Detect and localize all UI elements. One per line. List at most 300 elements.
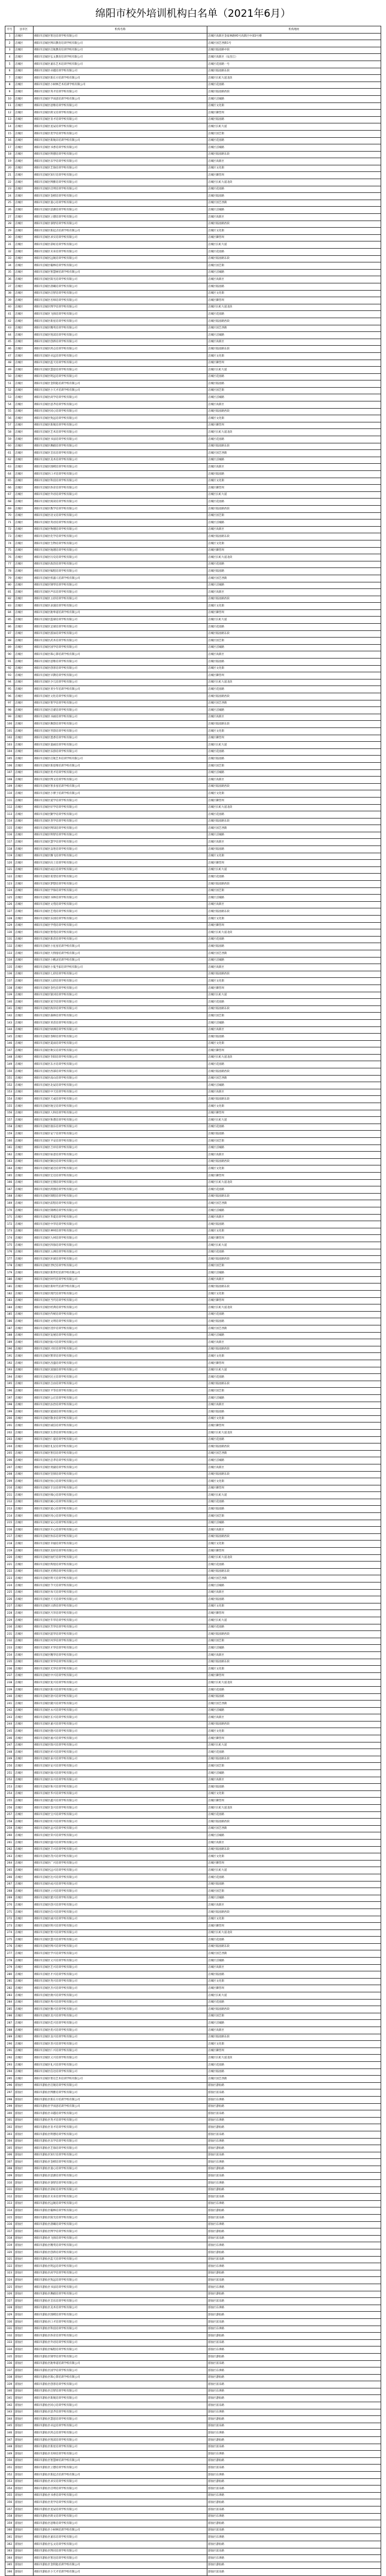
table-row — [5, 1811, 381, 1819]
cell-institution-address: 涪城区园艺西街 — [207, 1075, 381, 1082]
table-row — [5, 1436, 381, 1443]
cell-district: 涪城区 — [14, 491, 34, 499]
cell-institution-address: 涪城区涪城路 — [207, 1958, 381, 1965]
cell-institution-address: 涪城区御营坝 — [207, 110, 381, 117]
cell-index: 285 — [5, 2006, 14, 2013]
cell-institution-address: 游仙区富乐路 — [207, 2110, 381, 2118]
table-row — [5, 290, 381, 297]
cell-institution-name: 绵阳市游仙区童心培训学校有限公司 — [34, 2166, 207, 2173]
cell-institution-name: 绵阳市涪城区乐兴培训学校有限公司 — [34, 1777, 207, 1784]
cell-institution-address: 涪城区长虹大道北段 — [207, 1304, 381, 1312]
cell-district: 游仙区 — [14, 2374, 34, 2381]
cell-institution-name: 绵阳市涪城区学海培训学校有限公司 — [34, 887, 207, 895]
table-row — [5, 360, 381, 367]
cell-institution-name: 绵阳市涪城区新航培训学校有限公司 — [34, 422, 207, 429]
cell-index: 212 — [5, 1499, 14, 1506]
cell-district: 涪城区 — [14, 707, 34, 714]
cell-institution-address: 涪城区长虹大道北段 — [207, 2055, 381, 2062]
cell-index: 318 — [5, 2235, 14, 2242]
cell-institution-name: 绵阳市涪城区祥兴培训学校有限公司 — [34, 1749, 207, 1756]
table-row — [5, 2555, 381, 2562]
cell-index: 140 — [5, 999, 14, 1006]
table-row — [5, 1256, 381, 1263]
cell-index: 156 — [5, 1110, 14, 1117]
cell-institution-name: 绵阳市涪城区中华培训学校有限公司 — [34, 1221, 207, 1228]
cell-institution-address: 涪城区临园路 — [207, 1409, 381, 1416]
cell-institution-name: 绵阳市涪城区慧学培训学校有限公司 — [34, 839, 207, 846]
table-row — [5, 1992, 381, 2000]
cell-index: 177 — [5, 1256, 14, 1263]
cell-institution-name: 绵阳市涪城区艺苑培训学校有限公司 — [34, 908, 207, 916]
cell-institution-name: 绵阳市涪城区文苑培训学校有限公司 — [34, 901, 207, 908]
cell-district: 游仙区 — [14, 2492, 34, 2499]
cell-district: 涪城区 — [14, 1735, 34, 1743]
cell-institution-name: 绵阳市涪城区博识教育培训学校有限公司 — [34, 40, 207, 47]
cell-index: 125 — [5, 895, 14, 902]
cell-index: 294 — [5, 2068, 14, 2076]
table-row — [5, 2534, 381, 2541]
cell-institution-name: 绵阳市游仙区思源培训学校有限公司 — [34, 2173, 207, 2180]
cell-index: 136 — [5, 971, 14, 978]
cell-district: 游仙区 — [14, 2423, 34, 2430]
cell-district: 涪城区 — [14, 922, 34, 929]
cell-institution-name: 绵阳市涪城区成长培训学校有限公司 — [34, 866, 207, 874]
cell-index: 171 — [5, 1214, 14, 1221]
table-row — [5, 2430, 381, 2437]
cell-district: 游仙区 — [14, 2472, 34, 2479]
cell-institution-address: 涪城区临园路 — [207, 1881, 381, 1888]
cell-index: 195 — [5, 1381, 14, 1388]
cell-institution-address: 涪城区文化街 — [207, 415, 381, 422]
cell-district: 涪城区 — [14, 1214, 34, 1221]
cell-index: 28 — [5, 221, 14, 228]
cell-district: 涪城区 — [14, 783, 34, 790]
table-row — [5, 1958, 381, 1965]
cell-index: 312 — [5, 2194, 14, 2201]
table-row — [5, 2055, 381, 2062]
table-row — [5, 811, 381, 819]
cell-index: 227 — [5, 1603, 14, 1610]
cell-institution-name: 绵阳市涪城区恒心培训学校有限公司 — [34, 1478, 207, 1485]
cell-institution-name: 绵阳市涪城区善兴培训学校有限公司 — [34, 2041, 207, 2048]
table-row — [5, 505, 381, 512]
cell-institution-name: 绵阳市涪城区新东方培训学校有限公司 — [34, 75, 207, 82]
cell-index: 346 — [5, 2430, 14, 2437]
cell-index: 39 — [5, 297, 14, 304]
cell-index: 258 — [5, 1819, 14, 1826]
cell-institution-address: 涪城区长虹大道北段 — [207, 304, 381, 311]
cell-index: 350 — [5, 2457, 14, 2465]
cell-district: 涪城区 — [14, 2020, 34, 2027]
table-row — [5, 75, 381, 82]
cell-district: 涪城区 — [14, 276, 34, 283]
cell-institution-name: 绵阳市涪城区耐心培训学校有限公司 — [34, 1499, 207, 1506]
cell-institution-name: 绵阳市游仙区编程培训学校有限公司 — [34, 2347, 207, 2354]
cell-index: 101 — [5, 727, 14, 735]
cell-index: 219 — [5, 1548, 14, 1555]
cell-index: 311 — [5, 2187, 14, 2194]
cell-index: 129 — [5, 922, 14, 929]
cell-district: 涪城区 — [14, 895, 34, 902]
cell-institution-address: 涪城区高新区 — [207, 1276, 381, 1284]
table-row — [5, 1450, 381, 1457]
cell-index: 260 — [5, 1832, 14, 1840]
cell-institution-address: 涪城区文化街 — [207, 1040, 381, 1047]
whitelist-table-container — [5, 26, 381, 2576]
cell-district: 涪城区 — [14, 617, 34, 624]
table-row — [5, 874, 381, 881]
cell-institution-address: 涪城区涪城路 — [207, 269, 381, 276]
cell-institution-name: 绵阳市涪城区诚兴培训学校有限公司 — [34, 1916, 207, 1923]
cell-district: 涪城区 — [14, 325, 34, 332]
table-row — [5, 679, 381, 686]
cell-institution-address: 游仙区游仙路 — [207, 2333, 381, 2340]
cell-district: 涪城区 — [14, 123, 34, 131]
cell-index: 282 — [5, 1985, 14, 1992]
cell-index: 165 — [5, 1172, 14, 1179]
cell-index: 223 — [5, 1575, 14, 1583]
cell-index: 32 — [5, 249, 14, 256]
table-row — [5, 40, 381, 47]
cell-institution-address: 涪城区文化街 — [207, 665, 381, 672]
cell-index: 191 — [5, 1353, 14, 1360]
table-row — [5, 1047, 381, 1055]
cell-institution-name: 绵阳市涪城区腾飞培训学校有限公司 — [34, 853, 207, 860]
cell-district: 涪城区 — [14, 408, 34, 415]
cell-district: 涪城区 — [14, 1916, 34, 1923]
table-row — [5, 2041, 381, 2048]
cell-district: 涪城区 — [14, 1297, 34, 1304]
cell-institution-name: 绵阳市涪城区思齐培训学校有限公司 — [34, 401, 207, 409]
cell-district: 涪城区 — [14, 1583, 34, 1590]
cell-institution-name: 绵阳市涪城区荣华培训学校有限公司 — [34, 1659, 207, 1666]
cell-institution-address: 涪城区涪城路 — [207, 1645, 381, 1652]
cell-district: 涪城区 — [14, 436, 34, 443]
cell-district: 涪城区 — [14, 499, 34, 506]
cell-institution-address: 涪城区临园路 — [207, 380, 381, 388]
table-row — [5, 1172, 381, 1179]
cell-index: 347 — [5, 2437, 14, 2444]
cell-district: 涪城区 — [14, 2006, 34, 2013]
table-row — [5, 450, 381, 457]
cell-index: 244 — [5, 1721, 14, 1728]
cell-institution-address: 涪城区临园路 — [207, 756, 381, 763]
cell-index: 169 — [5, 1200, 14, 1207]
table-row — [5, 1152, 381, 1159]
cell-institution-address: 涪城区花园路 — [207, 1061, 381, 1068]
cell-index: 22 — [5, 179, 14, 186]
cell-institution-address: 涪城区园艺街 — [207, 1138, 381, 1145]
cell-district: 涪城区 — [14, 1207, 34, 1214]
cell-institution-name: 绵阳市涪城区礼仪培训学校有限公司 — [34, 1443, 207, 1451]
cell-index: 192 — [5, 1360, 14, 1367]
cell-index: 217 — [5, 1533, 14, 1541]
cell-institution-address: 涪城区花园路 — [207, 561, 381, 568]
cell-institution-address: 涪城区高新区 — [207, 1089, 381, 1096]
cell-institution-name: 绵阳市涪城区如意培训学校有限公司 — [34, 1152, 207, 1159]
cell-institution-name: 绵阳市涪城区用心培训学校有限公司 — [34, 1513, 207, 1520]
cell-institution-name: 绵阳市涪城区人和培训学校有限公司 — [34, 1110, 207, 1117]
cell-district: 涪城区 — [14, 1832, 34, 1840]
table-row — [5, 916, 381, 923]
cell-index: 3 — [5, 47, 14, 54]
cell-institution-name: 绵阳市游仙区明远培训学校有限公司 — [34, 2263, 207, 2270]
cell-index: 26 — [5, 207, 14, 214]
table-row — [5, 2360, 381, 2367]
table-row — [5, 1937, 381, 1944]
table-row — [5, 241, 381, 249]
cell-institution-name: 绵阳市游仙区小树林培训学校有限公司 — [34, 2527, 207, 2534]
cell-institution-address: 涪城区文化街 — [207, 1666, 381, 1673]
table-row — [5, 1583, 381, 1590]
cell-district: 涪城区 — [14, 1805, 34, 1812]
cell-institution-name: 绵阳市游仙区乐学培训学校有限公司 — [34, 2138, 207, 2145]
cell-institution-address: 涪城区高新区 — [207, 1714, 381, 1722]
cell-institution-name: 绵阳市涪城区主持培训学校有限公司 — [34, 596, 207, 603]
cell-institution-name: 绵阳市涪城区智多星培训学校有限公司 — [34, 783, 207, 790]
cell-institution-address: 涪城区临园路西段 — [207, 783, 381, 790]
cell-district: 涪城区 — [14, 769, 34, 777]
cell-index: 19 — [5, 158, 14, 165]
cell-institution-address: 涪城区御营坝 — [207, 1923, 381, 1930]
table-row — [5, 1651, 381, 1659]
cell-institution-name: 绵阳市游仙区思维培训学校有限公司 — [34, 2520, 207, 2527]
cell-institution-address: 涪城区长虹大道 — [207, 1117, 381, 1124]
cell-institution-name: 绵阳市涪城区致远培训学校有限公司 — [34, 415, 207, 422]
cell-institution-address: 游仙区东津路 — [207, 2534, 381, 2541]
cell-district: 涪城区 — [14, 1527, 34, 1534]
cell-district: 涪城区 — [14, 95, 34, 102]
cell-institution-name: 绵阳市涪城区月异培训学校有限公司 — [34, 1610, 207, 1617]
cell-district: 游仙区 — [14, 2277, 34, 2284]
cell-district: 涪城区 — [14, 207, 34, 214]
cell-institution-name: 绵阳市涪城区声乐培训学校有限公司 — [34, 589, 207, 596]
cell-district: 涪城区 — [14, 1054, 34, 1061]
cell-index: 189 — [5, 1339, 14, 1346]
cell-index: 149 — [5, 1061, 14, 1068]
cell-district: 游仙区 — [14, 2416, 34, 2423]
cell-district: 涪城区 — [14, 311, 34, 318]
cell-index: 309 — [5, 2173, 14, 2180]
table-row — [5, 255, 381, 262]
cell-district: 涪城区 — [14, 110, 34, 117]
cell-institution-name: 绵阳市涪城区武术培训学校有限公司 — [34, 638, 207, 645]
cell-institution-address: 涪城区长虹大道北段 — [207, 179, 381, 186]
cell-institution-name: 绵阳市游仙区启智培训学校有限公司 — [34, 2388, 207, 2395]
cell-institution-name: 绵阳市涪城区小树林艺术培训学校有限公司 — [34, 81, 207, 89]
cell-institution-name: 绵阳市涪城区夏雨培训学校有限公司 — [34, 1040, 207, 1047]
cell-district: 涪城区 — [14, 1117, 34, 1124]
cell-district: 游仙区 — [14, 2242, 34, 2249]
table-row — [5, 2152, 381, 2159]
cell-institution-address: 游仙区东津路 — [207, 2242, 381, 2249]
cell-district: 涪城区 — [14, 234, 34, 241]
table-row — [5, 1798, 381, 1805]
table-row — [5, 2318, 381, 2326]
cell-district: 涪城区 — [14, 1964, 34, 1971]
cell-district: 游仙区 — [14, 2333, 34, 2340]
cell-institution-address: 涪城区花园路 — [207, 1562, 381, 1569]
cell-institution-name: 绵阳市游仙区音乐培训学校有限公司 — [34, 2298, 207, 2305]
cell-institution-name: 绵阳市涪城区信达培训学校有限公司 — [34, 2068, 207, 2076]
cell-institution-name: 绵阳市涪城区艺兴培训学校有限公司 — [34, 1964, 207, 1971]
cell-district: 涪城区 — [14, 1950, 34, 1958]
cell-institution-address: 涪城区花园路 — [207, 137, 381, 144]
cell-institution-address: 涪城区御营坝 — [207, 485, 381, 492]
table-row — [5, 249, 381, 256]
cell-institution-address: 涪城区临园路东段 — [207, 2034, 381, 2041]
cell-index: 308 — [5, 2166, 14, 2173]
cell-institution-address: 涪城区临园路东段 — [207, 1471, 381, 1478]
cell-institution-name: 绵阳市涪城区小鬼当家培训学校有限公司 — [34, 964, 207, 971]
cell-index: 145 — [5, 1034, 14, 1041]
cell-institution-name: 绵阳市涪城区跆拳道培训学校有限公司 — [34, 609, 207, 617]
cell-institution-address: 涪城区花园路 — [207, 1499, 381, 1506]
cell-institution-address: 涪城区文化街 — [207, 1228, 381, 1235]
cell-institution-name: 绵阳市涪城区历史培训学校有限公司 — [34, 554, 207, 561]
cell-institution-address: 涪城区临园路 — [207, 1693, 381, 1701]
cell-institution-address: 涪城区文化街 — [207, 290, 381, 297]
cell-institution-address: 涪城区长虹大道 — [207, 866, 381, 874]
table-row — [5, 1158, 381, 1165]
cell-district: 游仙区 — [14, 2409, 34, 2416]
cell-institution-name: 绵阳市涪城区童心培训学校有限公司 — [34, 200, 207, 207]
cell-district: 涪城区 — [14, 1790, 34, 1798]
cell-index: 249 — [5, 1756, 14, 1763]
cell-institution-address: 涪城区临园路西段 — [207, 1721, 381, 1728]
cell-index: 57 — [5, 422, 14, 429]
cell-district: 涪城区 — [14, 172, 34, 179]
cell-institution-address: 涪城区文化街 — [207, 978, 381, 985]
table-row — [5, 1026, 381, 1034]
cell-district: 涪城区 — [14, 1311, 34, 1318]
cell-institution-name: 绵阳市涪城区外语培训学校有限公司 — [34, 491, 207, 499]
cell-institution-name: 绵阳市涪城区精华培训学校有限公司 — [34, 1651, 207, 1659]
cell-district: 涪城区 — [14, 1985, 34, 1992]
cell-index: 245 — [5, 1728, 14, 1735]
cell-district: 涪城区 — [14, 540, 34, 547]
cell-index: 38 — [5, 290, 14, 297]
cell-district: 游仙区 — [14, 2381, 34, 2388]
cell-index: 234 — [5, 1651, 14, 1659]
table-row — [5, 499, 381, 506]
cell-institution-name: 绵阳市游仙区卓越培训学校有限公司 — [34, 2110, 207, 2118]
cell-index: 13 — [5, 116, 14, 123]
cell-institution-name: 绵阳市涪城区五洲培训学校有限公司 — [34, 1249, 207, 1256]
table-row — [5, 2569, 381, 2576]
cell-index: 110 — [5, 790, 14, 798]
cell-district: 涪城区 — [14, 1728, 34, 1735]
cell-district: 涪城区 — [14, 721, 34, 728]
cell-institution-address: 涪城区高新区 — [207, 1402, 381, 1409]
cell-institution-name: 绵阳市涪城区成兴培训学校有限公司 — [34, 1881, 207, 1888]
table-row — [5, 1520, 381, 1527]
cell-index: 339 — [5, 2381, 14, 2388]
cell-institution-address: 涪城区花园路 — [207, 1374, 381, 1381]
cell-index: 24 — [5, 193, 14, 200]
cell-index: 70 — [5, 512, 14, 520]
cell-district: 游仙区 — [14, 2465, 34, 2472]
cell-index: 314 — [5, 2207, 14, 2215]
cell-institution-name: 绵阳市涪城区才华培训学校有限公司 — [34, 1645, 207, 1652]
cell-district: 涪城区 — [14, 735, 34, 742]
cell-index: 111 — [5, 797, 14, 804]
cell-institution-address: 涪城区临园路东段 — [207, 1756, 381, 1763]
table-row — [5, 526, 381, 533]
cell-institution-name: 绵阳市涪城区小天才培训学校有限公司 — [34, 387, 207, 394]
cell-institution-name: 绵阳市涪城区银河培训学校有限公司 — [34, 992, 207, 999]
cell-institution-name: 绵阳市游仙区明德培训学校有限公司 — [34, 2131, 207, 2138]
cell-district: 游仙区 — [14, 2353, 34, 2360]
cell-index: 286 — [5, 2013, 14, 2020]
cell-index: 305 — [5, 2145, 14, 2152]
cell-district: 涪城区 — [14, 1436, 34, 1443]
cell-district: 涪城区 — [14, 1165, 34, 1173]
cell-institution-address: 涪城区涪城路 — [207, 1583, 381, 1590]
cell-institution-address: 游仙区富乐路 — [207, 2506, 381, 2513]
cell-institution-name: 绵阳市涪城区启明培训学校有限公司 — [34, 186, 207, 193]
cell-district: 涪城区 — [14, 575, 34, 582]
cell-index: 209 — [5, 1478, 14, 1485]
cell-institution-name: 绵阳市涪城区小星星培训学校有限公司 — [34, 943, 207, 950]
cell-district: 游仙区 — [14, 2402, 34, 2409]
cell-district: 涪城区 — [14, 1853, 34, 1861]
cell-institution-address: 涪城区长虹大道北段 — [207, 1054, 381, 1061]
cell-institution-name: 绵阳市涪城区彩虹培训学校有限公司 — [34, 241, 207, 249]
cell-district: 涪城区 — [14, 505, 34, 512]
table-row — [5, 1291, 381, 1298]
cell-district: 涪城区 — [14, 714, 34, 721]
cell-institution-name: 绵阳市游仙区睿智培训学校有限公司 — [34, 2180, 207, 2187]
cell-institution-name: 绵阳市涪城区新星培训学校有限公司 — [34, 318, 207, 325]
table-row — [5, 1075, 381, 1082]
cell-institution-address: 游仙区游仙路 — [207, 2082, 381, 2089]
table-row — [5, 116, 381, 123]
cell-district: 涪城区 — [14, 1270, 34, 1277]
cell-district: 涪城区 — [14, 1124, 34, 1131]
cell-institution-address: 涪城区长虹大道 — [207, 1367, 381, 1374]
cell-institution-name: 绵阳市涪城区宏达培训学校有限公司 — [34, 1172, 207, 1179]
cell-index: 87 — [5, 630, 14, 638]
table-row — [5, 1082, 381, 1089]
table-row — [5, 1138, 381, 1145]
cell-institution-name: 绵阳市游仙区博学培训学校有限公司 — [34, 2228, 207, 2236]
table-row — [5, 1853, 381, 1861]
cell-district: 涪城区 — [14, 2076, 34, 2083]
cell-index: 246 — [5, 1735, 14, 1743]
cell-index: 100 — [5, 721, 14, 728]
table-row — [5, 200, 381, 207]
cell-district: 涪城区 — [14, 283, 34, 290]
cell-district: 游仙区 — [14, 2291, 34, 2298]
table-row — [5, 512, 381, 520]
cell-district: 涪城区 — [14, 158, 34, 165]
cell-district: 涪城区 — [14, 1902, 34, 1909]
table-row — [5, 818, 381, 825]
cell-institution-name: 绵阳市涪城区新起点培训学校有限公司 — [34, 228, 207, 235]
cell-district: 游仙区 — [14, 2103, 34, 2110]
cell-index: 150 — [5, 1068, 14, 1076]
cell-institution-name: 绵阳市涪城区智学培训学校有限公司 — [34, 700, 207, 707]
cell-institution-name: 绵阳市游仙区慧思培训学校有限公司 — [34, 2416, 207, 2423]
cell-district: 涪城区 — [14, 790, 34, 798]
cell-institution-address: 涪城区临园路东段 — [207, 443, 381, 450]
cell-institution-address: 涪城区高新区 — [207, 651, 381, 659]
cell-institution-address: 游仙区东津路 — [207, 2159, 381, 2166]
cell-district: 涪城区 — [14, 1763, 34, 1770]
cell-institution-address: 涪城区文化街 — [207, 1478, 381, 1485]
cell-institution-address: 游仙区东津路 — [207, 2263, 381, 2270]
